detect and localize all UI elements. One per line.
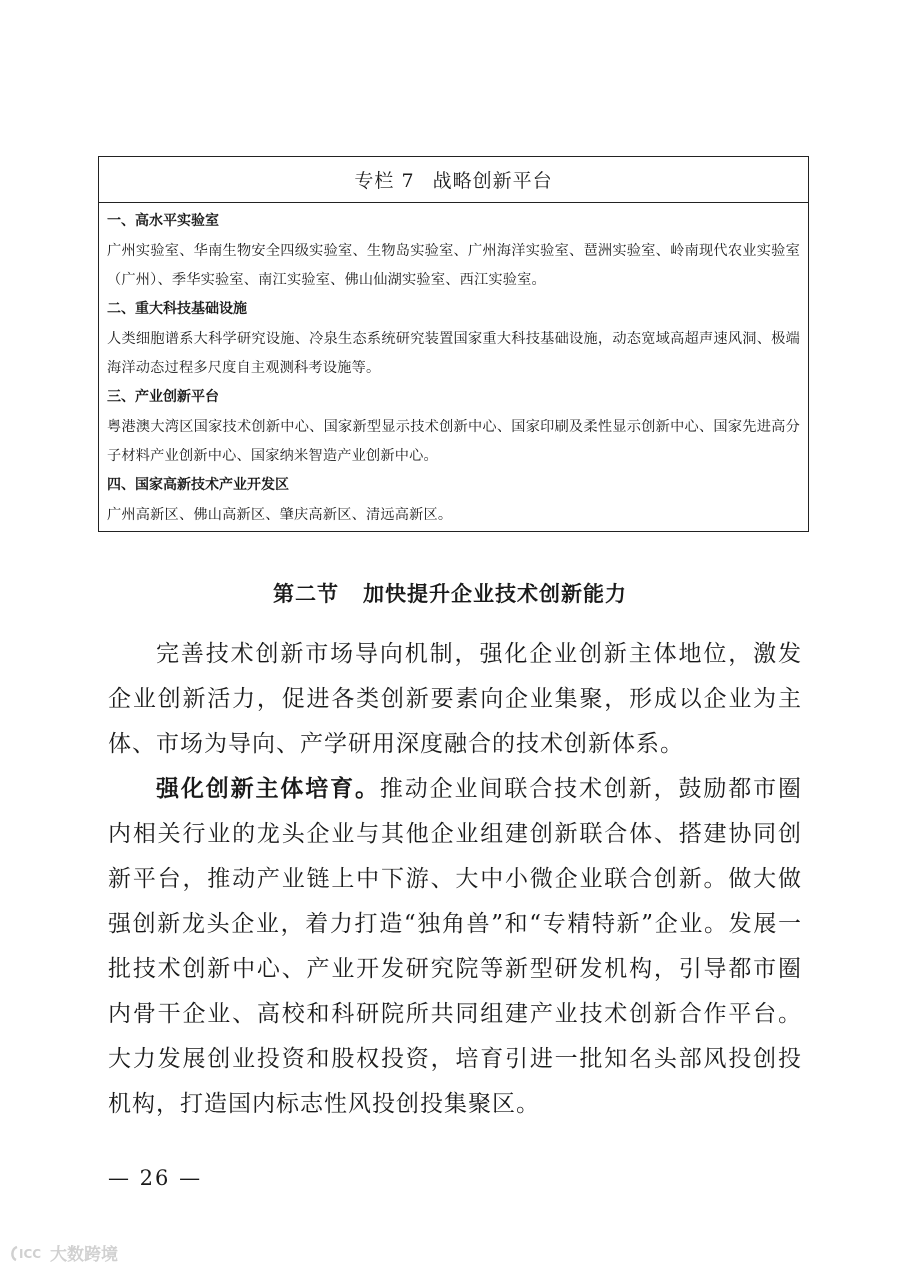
body-paragraph-1: 完善技术创新市场导向机制，强化企业创新主体地位，激发企业创新活力，促进各类创新要素向企业集聚，形成以企业为主体、市场为导向、产学研用深度融合的技术创新体系。 <box>108 641 802 757</box>
section-heading-hitech-zones: 四、国家高新技术产业开发区 <box>107 477 289 493</box>
section-heading-facilities: 二、重大科技基础设施 <box>107 301 247 317</box>
section-heading-platforms: 三、产业创新平台 <box>107 389 219 405</box>
column-box <box>98 156 809 532</box>
watermark-text: 大数跨境 <box>50 1245 118 1265</box>
section-text-facilities: 人类细胞谱系大科学研究设施、冷泉生态系统研究装置国家重大科技基础设施，动态宽域高超声速风洞、极端海洋动态过程多尺度自主观测科考设施等。 <box>107 331 800 376</box>
column-title-text: 战略创新平台 <box>432 170 553 192</box>
page-number: — 26 — <box>108 1166 203 1190</box>
section-text-platforms: 粤港澳大湾区国家技术创新中心、国家新型显示技术创新中心、国家印刷及柔性显示创新中心、国家先进高分子材料产业创新中心、国家纳米智造产业创新中心。 <box>107 419 800 464</box>
column-title <box>99 157 808 203</box>
column-title-label: 专栏 7 <box>354 170 415 192</box>
section-number: 第二节 <box>273 582 339 606</box>
section-heading-labs: 一、高水平实验室 <box>107 213 219 229</box>
svg-text:ICC: ICC <box>19 1246 42 1261</box>
watermark-logo-icon <box>10 1242 44 1264</box>
section-text-hitech-zones: 广州高新区、佛山高新区、肇庆高新区、清远高新区。 <box>107 507 453 523</box>
section-title <box>0 578 900 608</box>
section-title-text: 加快提升企业技术创新能力 <box>363 582 627 606</box>
section-text-labs: 广州实验室、华南生物安全四级实验室、生物岛实验室、广州海洋实验室、琶洲实验室、岭南现代农业实验室（广州）、季华实验室、南江实验室、佛山仙湖实验室、西江实验室。 <box>107 243 800 288</box>
paragraph-text: 推动企业间联合技术创新，鼓励都市圈内相关行业的龙头企业与其他企业组建创新联合体、搭建协同创新平台，推动产业链上中下游、大中小微企业联合创新。做大做强创新龙头企业，着力打造“独角兽”和“专精特新”企业。发展一批技术创新中心、产业开发研究院等新型研发机构，引导都市圈内骨干企业、高校和科研院所共同组建产业技术创新合作平台。大力发展创业投资和股权投资，培育引进一批知名头部风投创投机构，打造国内标志性风投创投集聚区。 <box>108 776 803 1117</box>
column-body <box>99 203 808 530</box>
paragraph-lead: 强化创新主体培育。 <box>156 776 380 802</box>
watermark <box>10 1240 118 1265</box>
body-paragraph-2 <box>108 767 802 1127</box>
